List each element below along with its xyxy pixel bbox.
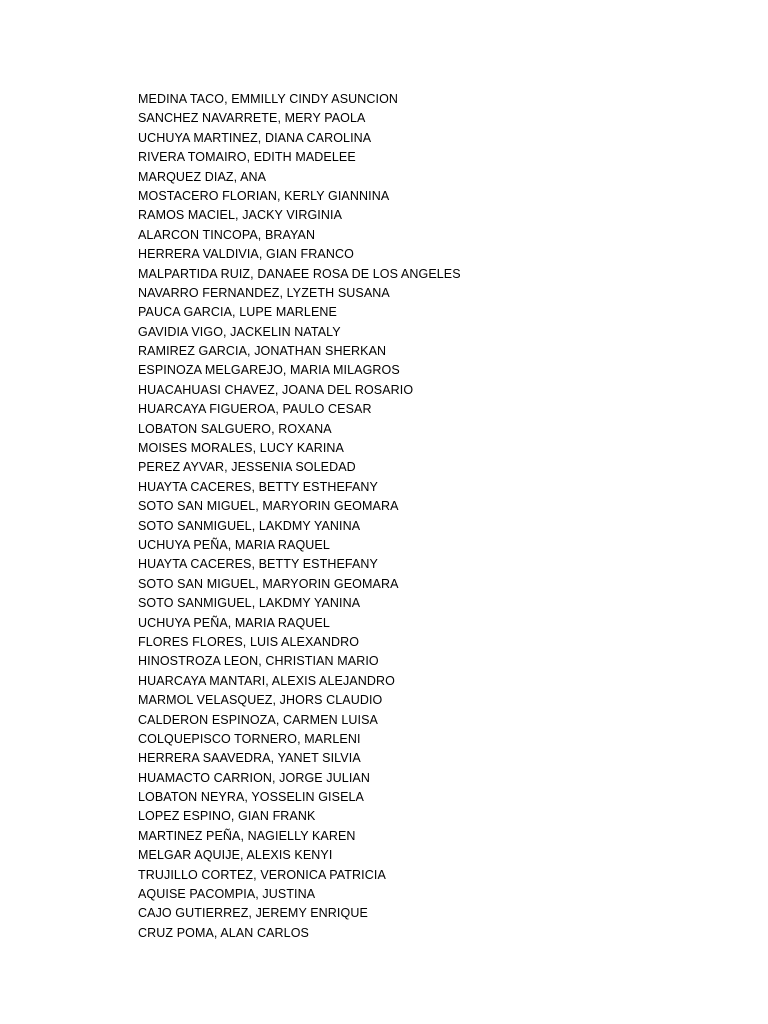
list-item: LOBATON NEYRA, YOSSELIN GISELA (138, 790, 364, 805)
list-item: HUAYTA CACERES, BETTY ESTHEFANY (138, 479, 378, 494)
list-item: HUACAHUASI CHAVEZ, JOANA DEL ROSARIO (138, 382, 414, 397)
list-item: MEDINA TACO, EMMILLY CINDY ASUNCION (138, 92, 399, 106)
list-item: MOISES MORALES, LUCY KARINA (138, 441, 344, 456)
list-item: HERRERA VALDIVIA, GIAN FRANCO (138, 247, 354, 262)
name-list (138, 90, 461, 943)
list-item: HUAMACTO CARRION, JORGE JULIAN (138, 770, 370, 785)
list-item: ESPINOZA MELGAREJO, MARIA MILAGROS (138, 363, 400, 378)
list-item: AQUISE PACOMPIA, JUSTINA (138, 887, 316, 902)
list-item: GAVIDIA VIGO, JACKELIN NATALY (138, 324, 341, 339)
list-item: NAVARRO FERNANDEZ, LYZETH SUSANA (138, 285, 390, 300)
list-item: HUAYTA CACERES, BETTY ESTHEFANY (138, 557, 378, 572)
list-item: MELGAR AQUIJE, ALEXIS KENYI (138, 848, 333, 863)
list-item: MARMOL VELASQUEZ, JHORS CLAUDIO (138, 693, 383, 708)
list-item: MARQUEZ DIAZ, ANA (138, 169, 267, 184)
list-item: SOTO SAN MIGUEL, MARYORIN GEOMARA (138, 576, 399, 591)
list-item: RIVERA TOMAIRO, EDITH MADELEE (138, 150, 356, 165)
list-item: HERRERA SAAVEDRA, YANET SILVIA (138, 751, 361, 766)
list-item: SOTO SANMIGUEL, LAKDMY YANINA (138, 518, 361, 533)
list-item: UCHUYA PEÑA, MARIA RAQUEL (138, 615, 330, 630)
list-item: HINOSTROZA LEON, CHRISTIAN MARIO (138, 654, 379, 669)
list-item: SANCHEZ NAVARRETE, MERY PAOLA (138, 111, 366, 126)
list-item: SOTO SANMIGUEL, LAKDMY YANINA (138, 596, 361, 611)
list-item: UCHUYA PEÑA, MARIA RAQUEL (138, 537, 330, 552)
list-item: FLORES FLORES, LUIS ALEXANDRO (138, 634, 360, 649)
list-item: UCHUYA MARTINEZ, DIANA CAROLINA (138, 130, 372, 145)
list-item: MARTINEZ PEÑA, NAGIELLY KAREN (138, 828, 356, 843)
list-item: MALPARTIDA RUIZ, DANAEE ROSA DE LOS ANGELES (138, 266, 461, 281)
list-item: PAUCA GARCIA, LUPE MARLENE (138, 305, 337, 320)
list-item: HUARCAYA MANTARI, ALEXIS ALEJANDRO (138, 673, 395, 688)
list-item: HUARCAYA FIGUEROA, PAULO CESAR (138, 402, 372, 417)
list-item: SOTO SAN MIGUEL, MARYORIN GEOMARA (138, 499, 399, 514)
list-item: TRUJILLO CORTEZ, VERONICA PATRICIA (138, 867, 386, 882)
list-item: RAMIREZ GARCIA, JONATHAN SHERKAN (138, 344, 387, 359)
list-item: LOPEZ ESPINO, GIAN FRANK (138, 809, 316, 824)
list-item: ALARCON TINCOPA, BRAYAN (138, 227, 316, 242)
list-item: PEREZ AYVAR, JESSENIA SOLEDAD (138, 460, 356, 475)
list-item: CRUZ POMA, ALAN CARLOS (138, 925, 309, 940)
list-item: MOSTACERO FLORIAN, KERLY GIANNINA (138, 188, 390, 203)
list-item: CALDERON ESPINOZA, CARMEN LUISA (138, 712, 378, 727)
list-item: LOBATON SALGUERO, ROXANA (138, 421, 332, 436)
list-item: RAMOS MACIEL, JACKY VIRGINIA (138, 208, 343, 223)
list-item: CAJO GUTIERREZ, JEREMY ENRIQUE (138, 906, 368, 921)
list-item: COLQUEPISCO TORNERO, MARLENI (138, 731, 361, 746)
